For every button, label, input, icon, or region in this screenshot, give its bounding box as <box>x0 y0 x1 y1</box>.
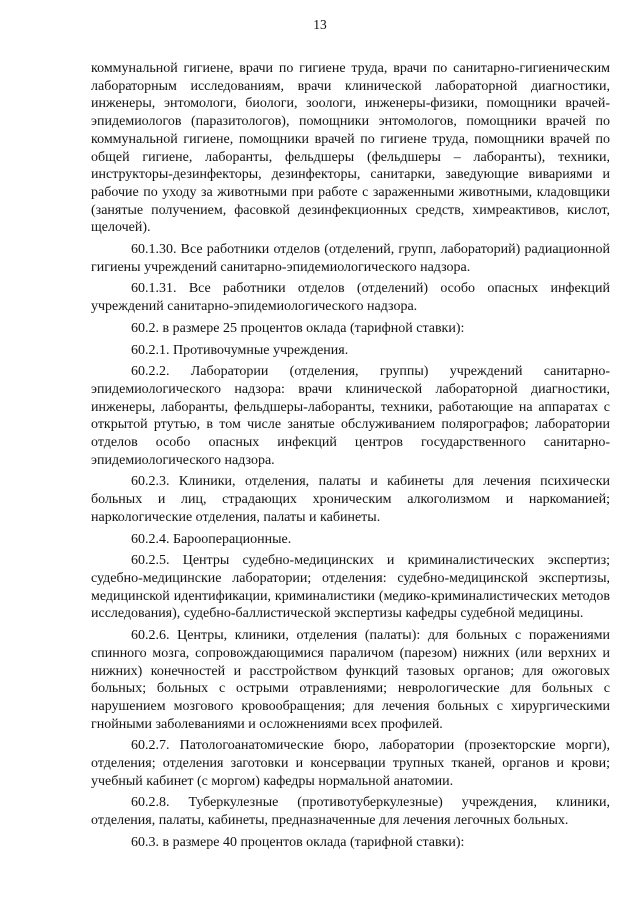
page-number: 13 <box>313 17 327 32</box>
paragraph-60-2-6: 60.2.6. Центры, клиники, отделения (палаты): для больных с поражениями спинного мозга, сопровождающимися параличом (парезом) нижних (или верхних и нижних) конечностей и расстройством функций тазовых органов; для ожоговых больных; больных с острыми отравлениями; неврологические для больных с нарушением мозгового кровообращения; для лечения больных с хирургическими гнойными заболеваниями и осложнениями всех профилей. <box>91 628 610 732</box>
paragraph-60-2-3: 60.2.3. Клиники, отделения, палаты и кабинеты для лечения психически больных и лиц, страдающих хроническим алкоголизмом и наркоманией; наркологические отделения, палаты и кабинеты. <box>91 474 610 525</box>
paragraph-60-2: 60.2. в размере 25 процентов оклада (тарифной ставки): <box>131 320 465 336</box>
paragraph-continuation: коммунальной гигиене, врачи по гигиене труда, врачи по санитарно-гигиеническим лабораторным исследованиям, врачи клинической лабораторной диагностики, инженеры, энтомологи, биологи, зоологи, инженеры-физики, помощники врачей-эпидемиологов (паразитологов), помощники энтомологов, помощники врачей по коммунальной гигиене, помощники врачей по гигиене труда, помощники врачей по общей гигиене, лаборанты, фельдшеры (фельдшеры – лаборанты), техники, инструкторы-дезинфекторы, дезинфекторы, санитарки, заведующие вивариями и рабочие по уходу за животными при работе с зараженными животными, кладовщики (занятые получением, фасовкой дезинфекционных средств, химреактивов, кислот, щелочей). <box>91 61 610 236</box>
paragraph-60-2-5: 60.2.5. Центры судебно-медицинских и криминалистических экспертиз; судебно-медицинские лаборатории; отделения: судебно-медицинской экспертизы, медицинской идентификации, криминалистики (медико-криминалистических методов исследования), судебно-баллистической экспертизы кафедры судебной медицины. <box>91 553 610 622</box>
paragraph-60-2-2: 60.2.2. Лаборатории (отделения, группы) учреждений санитарно-эпидемиологического надзора: врачи клинической лабораторной диагностики, инженеры, лаборанты, фельдшеры-лаборанты, техники, работающие на аппаратах с открытой ртутью, в том числе занятые обслуживанием полярографов; лаборатории отделов особо опасных инфекций центров государственного санитарно-эпидемиологического надзора. <box>91 364 610 468</box>
paragraph-60-2-8: 60.2.8. Туберкулезные (противотуберкулезные) учреждения, клиники, отделения, палаты, кабинеты, предназначенные для лечения легочных больных. <box>91 795 610 829</box>
paragraph-60-2-7: 60.2.7. Патологоанатомические бюро, лаборатории (прозекторские морги), отделения; отделения заготовки и консервации трупных тканей, органов и крови; учебный кабинет (с моргом) кафедры нормальной анатомии. <box>91 738 610 789</box>
paragraph-60-2-4: 60.2.4. Бароoперационные. <box>131 531 292 547</box>
document-body <box>91 60 610 856</box>
paragraph-60-1-30: 60.1.30. Все работники отделов (отделений, групп, лабораторий) радиационной гигиены учреждений санитарно-эпидемиологического надзора. <box>91 242 610 275</box>
paragraph-60-1-31: 60.1.31. Все работники отделов (отделений) особо опасных инфекций учреждений санитарно-эпидемиологического надзора. <box>91 281 610 315</box>
paragraph-60-3: 60.3. в размере 40 процентов оклада (тарифной ставки): <box>131 834 465 850</box>
paragraph-60-2-1: 60.2.1. Противочумные учреждения. <box>131 342 349 358</box>
